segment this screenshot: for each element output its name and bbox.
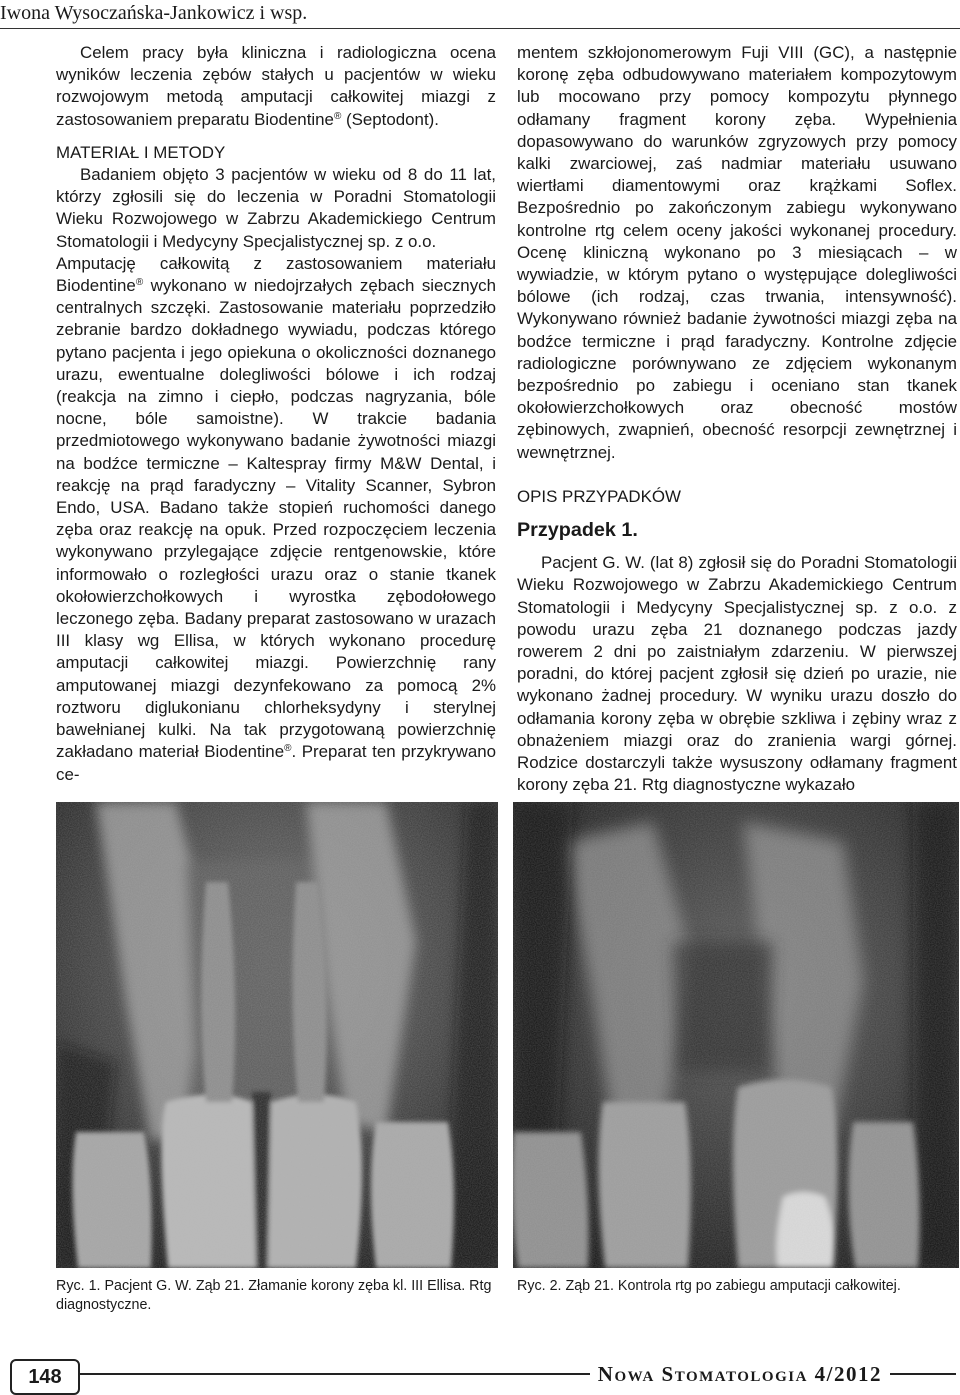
left-column	[56, 42, 496, 786]
case-heading: Przypadek 1.	[517, 519, 638, 542]
journal-title: Nowa Stomatologia 4/2012	[590, 1359, 890, 1389]
radiograph-figure-1	[56, 802, 498, 1268]
radiograph-figure-2	[513, 802, 959, 1268]
intro-paragraph: Celem pracy była kliniczna i radiologiczna ocena wyników leczenia zębów stałych u pacjentów w wieku rozwojowym metodą amputacji całkowitej miazgi z zastosowaniem preparatu Biodentine® (Septodont).	[56, 43, 496, 129]
methods-paragraph-1: Badaniem objęto 3 pacjentów w wieku od 8 do 11 lat, którzy zgłosili się do leczenia w Poradni Stomatologii Wieku Rozwojowego w Zabrzu Akademickiego Centrum Stomatologii i Medycyny Specjalistycznej sp. z o.o.	[56, 165, 496, 251]
figure-1-caption: Ryc. 1. Pacjent G. W. Ząb 21. Złamanie korony zęba kl. III Ellisa. Rtg diagnostyczne.	[56, 1278, 492, 1313]
case-paragraph: Pacjent G. W. (lat 8) zgłosił się do Poradni Stomatologii Wieku Rozwojowego w Zabrzu Akademickiego Centrum Stomatologii i Medycyny Specjalistycznej sp. z o.o. z powodu urazu zęba 21 doznanego podczas jazdy rowerem 2 dni po zaistniałym zdarzeniu. W pierwszej poradni, do której pacjent zgłosił się dzień po urazie, nie wykonano żadnej procedury. W wyniku urazu doszło do odłamania korony zęba w obrębie szkliwa i zębiny wraz z obnażeniem miazgi oraz do zranienia wargi górnej. Rodzice dostarczyli także wysuszony odłamany fragment korony zęba 21. Rtg diagnostyczne wykazało	[517, 553, 957, 795]
figure-2-caption: Ryc. 2. Ząb 21. Kontrola rtg po zabiegu amputacji całkowitej.	[517, 1278, 901, 1294]
header-rule	[0, 28, 960, 29]
methods-paragraph-continued: mentem szkłojonomerowym Fuji VIII (GC), a następnie koronę zęba odbudowywano materiałem kompozytowym lub mocowano przy pomocy kompozytu płynnego odłamany fragment korony zęba. Wypełnienia dopasowywano do warunków zgryzowych przy pomocy kalki zwarciowej, zaś nadmiar materiału usuwano wiertłami diamentowymi oraz krążkami Soflex. Bezpośrednio po zakończonym zabiegu wykonywano kontrolne rtg celem oceny jakości wykonanej procedury. Ocenę kliniczną wykonano po 3 miesiącach – w wywiadzie, w którym pytano o występujące dolegliwości bólowe (ich rodzaj, czas trwania, intensywność). Wykonywano również badanie żywotności miazgi zęba na bodźce termiczne i prąd faradyczny. Kontrolne zdjęcie radiologiczne porównywano ze zdjęciem wykonanym bezpośrednio po zabiegu i oceniano stan tkanek okołowierzchołkowych oraz obecność mostów zębinowych, zwapnień, obecność resorpcji zewnętrznej i wewnętrznej.	[517, 43, 957, 462]
section-heading-cases: OPIS PRZYPADKÓW	[517, 486, 681, 506]
page-number: 148	[10, 1359, 80, 1395]
radiograph-image-1	[56, 802, 498, 1268]
section-heading-methods: MATERIAŁ I METODY	[56, 142, 226, 162]
methods-paragraph-2: Amputację całkowitą z zastosowaniem materiału Biodentine® wykonano w niedojrzałych zębach siecznych centralnych szczęki. Zastosowanie materiału poprzedziło zebranie bardzo dokładnego wywiadu, podczas którego pytano pacjenta i jego opiekuna o okoliczności doznanego urazu, ewentualne dolegliwości bólowe i ich rodzaj (reakcja na zimno i ciepło, podczas nagryzania, bóle nocne, bóle samoistne). W trakcie badania przedmiotowego wykonywano badanie żywotności miazgi na bodźce termiczne – Kaltespray firmy M&W Dental, i reakcję na prąd faradyczny – Vitality Scanner, Sybron Endo, USA. Badano także stopień ruchomości danego zęba oraz reakcję na opuk. Przed rozpoczęciem leczenia wykonywano przylegające zdjęcie rentgenowskie, które informowało o rozległości urazu oraz o stanie tkanek okołowierzchołkowych i wyrostka zębodołowego leczonego zęba. Badany preparat zastosowano w urazach III klasy wg Ellisa, w których wykonano procedurę amputacji całkowitej miazgi. Powierzchnię rany amputowanej miazgi dezynfekowano za pomocą 2% roztworu diglukonianu chlorheksydyny i sterylnej bawełnianej kulki. Na tak przygotowaną powierzchnię zakładano materiał Biodentine®. Preparat ten przykrywano ce-	[56, 253, 496, 784]
right-column	[517, 42, 957, 797]
running-head: Iwona Wysoczańska-Jankowicz i wsp.	[0, 2, 308, 24]
radiograph-image-2	[513, 802, 959, 1268]
